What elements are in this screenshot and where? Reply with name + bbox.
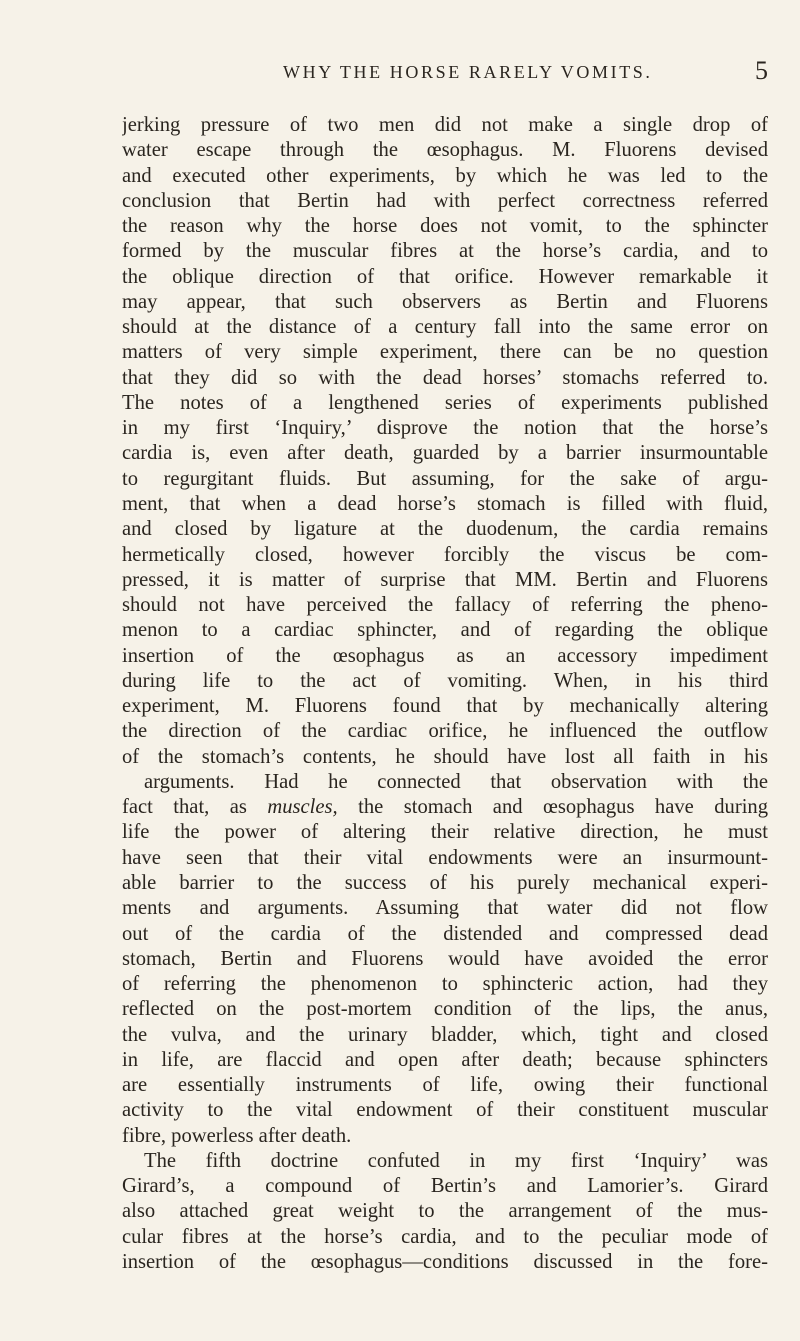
text-line: that they did so with the dead horses’ stomachs referred to. [122,366,768,389]
text-line: ment, that when a dead horse’s stomach is filled with fluid, [122,492,768,515]
text-line: should at the distance of a century fall into the same error on [122,316,768,339]
text-segment: fact that, as [122,796,247,819]
text-segment: the stomach and œsophagus have during [358,796,768,819]
text-line: the reason why the horse does not vomit, to the sphincter [122,215,768,238]
text-line: conclusion that Bertin had with perfect correctness referred [122,189,768,212]
body-text [122,113,768,1275]
text-line: able barrier to the success of his purely mechanical experi- [122,871,768,894]
text-line: and closed by ligature at the duodenum, the cardia remains [122,518,768,541]
text-line: insertion of the œsophagus as an accessory impediment [122,644,768,667]
text-line: have seen that their vital endowments were an insurmount- [122,846,768,869]
running-head [0,56,800,102]
text-line: ments and arguments. Assuming that water did not flow [122,897,768,920]
text-line: the vulva, and the urinary bladder, which, tight and closed [122,1023,768,1046]
text-line: of the stomach’s contents, he should have lost all faith in his [122,745,768,768]
text-line: life the power of altering their relative direction, he must [122,821,768,844]
text-line: should not have perceived the fallacy of referring the pheno- [122,594,768,617]
text-line: stomach, Bertin and Fluorens would have avoided the error [122,947,768,970]
text-line: The fifth doctrine confuted in my first ‘Inquiry’ was [144,1149,768,1172]
text-line: cardia is, even after death, guarded by a barrier insurmountable [122,442,768,465]
text-line: activity to the vital endowment of their constituent muscular [122,1099,768,1122]
text-line-with-italic [122,795,768,820]
text-line: in my first ‘Inquiry,’ disprove the notion that the horse’s [122,417,768,440]
text-line: may appear, that such observers as Bertin and Fluorens [122,290,768,313]
text-line: the direction of the cardiac orifice, he influenced the outflow [122,720,768,743]
running-title: WHY THE HORSE RARELY VOMITS. [283,62,653,82]
text-line: The notes of a lengthened series of experiments published [122,391,768,414]
text-line: jerking pressure of two men did not make a single drop of [122,114,768,136]
text-line: water escape through the œsophagus. M. Fluorens devised [122,139,768,162]
text-line: during life to the act of vomiting. When, in his third [122,669,768,692]
text-line: insertion of the œsophagus—conditions discussed in the fore- [122,1250,768,1273]
page-number: 5 [755,56,768,85]
text-line: reflected on the post-mortem condition of the lips, the anus, [122,998,768,1021]
text-line: out of the cardia of the distended and compressed dead [122,922,768,945]
text-line: menon to a cardiac sphincter, and of regarding the oblique [122,619,768,642]
text-line: arguments. Had he connected that observation with the [144,770,768,793]
text-line: pressed, it is matter of surprise that MM. Bertin and Fluorens [122,568,768,591]
italic-word: muscles, [267,796,338,819]
text-line: also attached great weight to the arrangement of the mus- [122,1200,768,1223]
text-line: hermetically closed, however forcibly the viscus be com- [122,543,768,566]
text-line: of referring the phenomenon to sphincteric action, had they [122,973,768,996]
text-line: in life, are flaccid and open after death; because sphincters [122,1048,768,1071]
text-line: cular fibres at the horse’s cardia, and to the peculiar mode of [122,1225,768,1248]
text-line: experiment, M. Fluorens found that by mechanically altering [122,695,768,718]
text-line: Girard’s, a compound of Bertin’s and Lamorier’s. Girard [122,1175,768,1198]
text-line: are essentially instruments of life, owing their functional [122,1074,768,1097]
text-line: matters of very simple experiment, there can be no question [122,341,768,364]
text-line: fibre, powerless after death. [122,1124,352,1147]
text-line: formed by the muscular fibres at the horse’s cardia, and to [122,240,768,263]
text-line: and executed other experiments, by which he was led to the [122,164,768,187]
text-line: to regurgitant fluids. But assuming, for the sake of argu- [122,467,768,490]
text-line: the oblique direction of that orifice. However remarkable it [122,265,768,288]
